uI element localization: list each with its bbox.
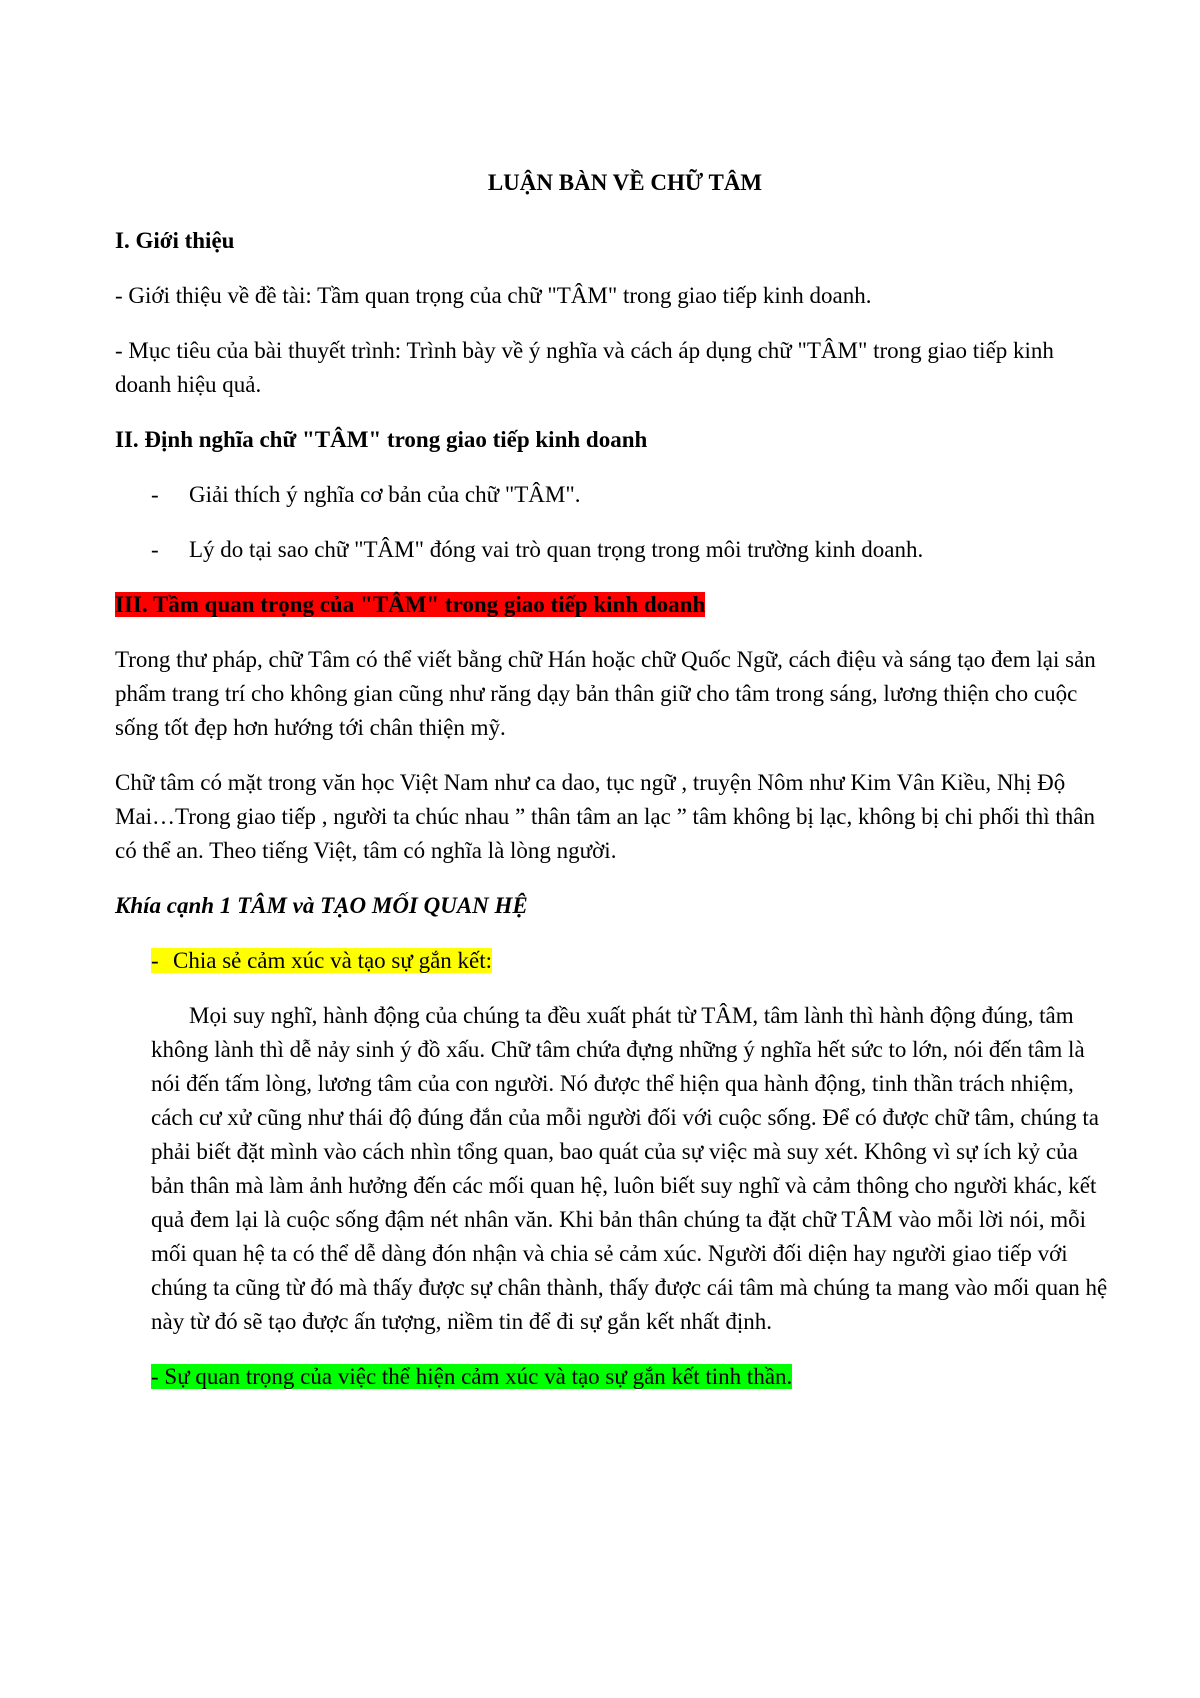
section-3-paragraph-2: Chữ tâm có mặt trong văn học Việt Nam như ca dao, tục ngữ , truyện Nôm như Kim Vân Kiều, Nhị Độ Mai…Trong giao tiếp , người ta chúc nhau ” thân tâm an lạc ” tâm không bị lạc, không bị chi phối thì thân có thể an. Theo tiếng Việt, tâm có nghĩa là lòng người. <box>115 770 1095 863</box>
aspect-1-bullet-2 <box>115 1360 1115 1394</box>
document-content <box>115 166 1115 1394</box>
bullet-dash: - <box>151 948 159 973</box>
aspect-1-body: Mọi suy nghĩ, hành động của chúng ta đều xuất phát từ TÂM, tâm lành thì hành động đúng, tâm không lành thì dễ nảy sinh ý đồ xấu. Chữ tâm chứa đựng những ý nghĩa hết sức to lớn, nói đến tâm là nói đến tấm lòng, lương tâm của con người. Nó được thể hiện qua hành động, tinh thần trách nhiệm, cách cư xử cũng như thái độ đúng đắn của mỗi người đối với cuộc sống. Để có được chữ tâm, chúng ta phải biết đặt mình vào cách nhìn tổng quan, bao quát của sự việc mà suy xét. Không vì sự ích kỷ của bản thân mà làm ảnh hưởng đến các mối quan hệ, luôn biết suy nghĩ và cảm thông cho người khác, kết quả đem lại là cuộc sống đậm nét nhân văn. Khi bản thân chúng ta đặt chữ TÂM vào mỗi lời nói, mỗi mối quan hệ ta có thể dễ dàng đón nhận và chia sẻ cảm xúc. Người đối diện hay người giao tiếp với chúng ta cũng từ đó mà thấy được sự chân thành, thấy được cái tâm mà chúng ta mang vào mối quan hệ này từ đó sẽ tạo được ấn tượng, niềm tin để đi sự gắn kết nhất định. <box>151 1003 1108 1334</box>
bullet-text: Chia sẻ cảm xúc và tạo sự gắn kết: <box>173 948 493 973</box>
bullet-text: Lý do tại sao chữ "TÂM" đóng vai trò quan trọng trong môi trường kinh doanh. <box>189 537 924 562</box>
aspect-1-bullet-2-text: - Sự quan trọng của việc thể hiện cảm xúc và tạo sự gắn kết tinh thần. <box>151 1364 793 1389</box>
bullet-dash: - <box>151 482 159 507</box>
section-3-paragraph-1: Trong thư pháp, chữ Tâm có thể viết bằng chữ Hán hoặc chữ Quốc Ngữ, cách điệu và sáng tạo đem lại sản phẩm trang trí cho không gian cũng như răng dạy bản thân giữ cho tâm trong sáng, lương thiện cho cuộc sống tốt đẹp hơn hướng tới chân thiện mỹ. <box>115 647 1096 740</box>
section-2-heading: II. Định nghĩa chữ "TÂM" trong giao tiếp kinh doanh <box>115 427 648 452</box>
section-1-heading: I. Giới thiệu <box>115 228 235 253</box>
aspect-1-bullet <box>115 944 1115 978</box>
section-3-heading <box>115 588 1115 622</box>
aspect-1-heading: Khía cạnh 1 TÂM và TẠO MỐI QUAN HỆ <box>115 893 528 918</box>
section-2-bullet-1 <box>115 478 1115 512</box>
bullet-text: Giải thích ý nghĩa cơ bản của chữ "TÂM". <box>189 482 581 507</box>
section-2-bullet-2 <box>115 533 1115 567</box>
aspect-1-bullet-highlight <box>151 948 492 973</box>
document-title: LUẬN BÀN VỀ CHỮ TÂM <box>487 170 763 195</box>
bullet-dash: - <box>151 537 159 562</box>
section-3-heading-text: III. Tầm quan trọng của "TÂM" trong giao tiếp kinh doanh <box>115 592 706 617</box>
section-1-line-2: - Mục tiêu của bài thuyết trình: Trình bày về ý nghĩa và cách áp dụng chữ "TÂM" trong giao tiếp kinh doanh hiệu quả. <box>115 338 1054 397</box>
section-1-line-1: - Giới thiệu về đề tài: Tầm quan trọng của chữ "TÂM" trong giao tiếp kinh doanh. <box>115 283 872 308</box>
